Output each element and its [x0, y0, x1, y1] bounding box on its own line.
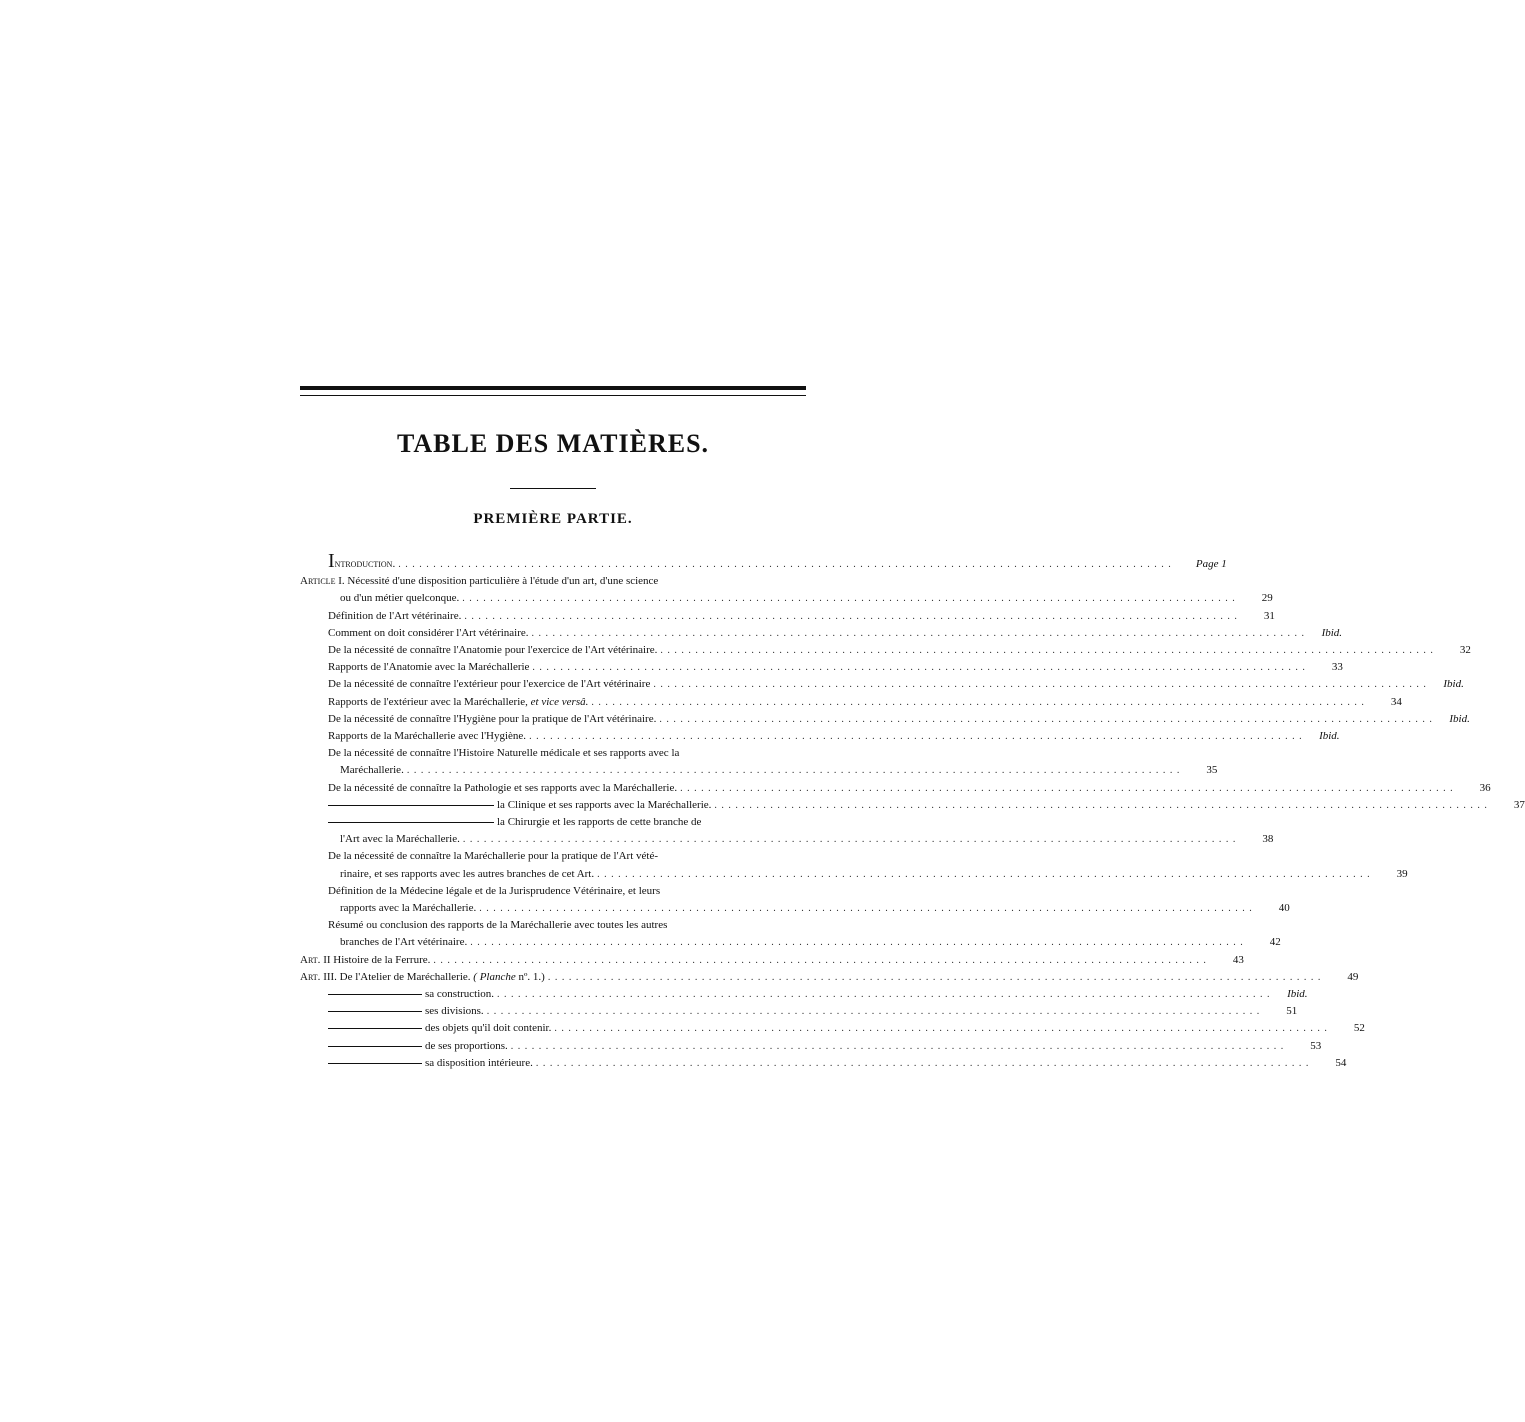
toc-entry-article-2[interactable]: [300, 952, 1244, 969]
entry-text: de ses proportions.: [425, 1039, 508, 1052]
toc-entry[interactable]: [300, 728, 1340, 745]
table-of-contents: [300, 550, 1525, 1072]
dot-leader: [532, 659, 1306, 676]
dot-leader: [464, 608, 1238, 625]
page-number: 38: [1262, 833, 1274, 846]
title-divider: [510, 488, 596, 489]
toc-entry-article-1-cont[interactable]: [300, 590, 1273, 607]
ditto-rule: [328, 805, 494, 806]
toc-entry[interactable]: [300, 1055, 1347, 1072]
dot-leader: [597, 866, 1371, 883]
part-heading: PREMIÈRE PARTIE.: [473, 511, 633, 527]
page-number: 33: [1331, 661, 1343, 674]
toc-entry-article-3[interactable]: [300, 969, 1359, 986]
toc-entry[interactable]: [300, 711, 1470, 728]
page-number: 29: [1261, 592, 1273, 605]
toc-entry-cont[interactable]: [300, 762, 1218, 779]
entry-text-cont: Maréchallerie.: [340, 764, 404, 777]
page-number: 49: [1347, 970, 1359, 983]
page-number: 53: [1310, 1039, 1322, 1052]
page-number: 32: [1459, 644, 1471, 657]
toc-entry[interactable]: [300, 659, 1343, 676]
entry-text: Définition de l'Art vétérinaire.: [328, 609, 462, 622]
dot-leader: [462, 590, 1236, 607]
dot-leader: [497, 986, 1271, 1003]
toc-entry[interactable]: [300, 780, 1491, 797]
entry-text-italic: ( Planche: [473, 970, 516, 983]
entry-text: Résumé ou conclusion des rapports de la Maréchallerie avec toutes les autres: [328, 919, 668, 932]
page-number: 39: [1396, 867, 1408, 880]
page-number: Ibid.: [1443, 678, 1464, 691]
entry-text: la Chirurgie et les rapports de cette branche de: [497, 816, 702, 829]
article-label: Article: [300, 575, 336, 588]
toc-entry-introduction[interactable]: [300, 550, 1227, 573]
page-number: 31: [1263, 609, 1275, 622]
page-number: Ibid.: [1319, 730, 1340, 743]
entry-text: Définition de la Médecine légale et de la Jurisprudence Vétérinaire, et leurs: [328, 884, 661, 897]
dot-leader: [479, 900, 1253, 917]
dot-leader: [433, 952, 1207, 969]
toc-entry-cont[interactable]: [300, 934, 1281, 951]
toc-entry[interactable]: [300, 625, 1343, 642]
dot-leader: [536, 1055, 1310, 1072]
dot-leader: [548, 969, 1322, 986]
page-number: 35: [1206, 764, 1218, 777]
toc-entry[interactable]: [300, 848, 806, 865]
dot-leader: [511, 1038, 1285, 1055]
toc-entry[interactable]: [300, 797, 1525, 814]
toc-entry-cont[interactable]: [300, 866, 1408, 883]
dot-leader: [714, 797, 1488, 814]
entry-text: sa disposition intérieure.: [425, 1056, 533, 1069]
page-number: 40: [1278, 902, 1290, 915]
entry-text-cont: branches de l'Art vétérinaire.: [340, 936, 468, 949]
entry-text: II Histoire de la Ferrure.: [320, 953, 431, 966]
dot-leader: [532, 625, 1306, 642]
dot-leader: [398, 556, 1172, 573]
entry-text-rest: nº. 1.): [515, 970, 545, 983]
entry-text: De la nécessité de connaître la Maréchallerie pour la pratique de l'Art vété-: [328, 850, 658, 863]
toc-entry[interactable]: [300, 1003, 1298, 1020]
entry-text: des objets qu'il doit contenir.: [425, 1022, 552, 1035]
dot-leader: [463, 831, 1237, 848]
entry-text-cont: rinaire, et ses rapports avec les autres branches de cet Art.: [340, 867, 595, 880]
page-number: Ibid.: [1449, 712, 1470, 725]
toc-entry[interactable]: [300, 986, 1308, 1003]
entry-text: Rapports de l'extérieur avec la Maréchallerie,: [328, 695, 528, 708]
page-number: Page 1: [1195, 558, 1227, 570]
entry-text-cont: rapports avec la Maréchallerie.: [340, 902, 477, 915]
ditto-rule: [328, 1046, 422, 1047]
toc-entry-cont[interactable]: [300, 900, 1290, 917]
entry-text: ntroduction: [334, 558, 393, 570]
entry-text: De la nécessité de connaître la Pathologie et ses rapports avec la Maréchallerie.: [328, 781, 678, 794]
dot-leader: [470, 934, 1244, 951]
toc-page: [300, 386, 1525, 1072]
toc-entry[interactable]: [300, 608, 1275, 625]
ditto-rule: [328, 822, 494, 823]
toc-entry[interactable]: [300, 917, 806, 934]
entry-text-cont: ou d'un métier quelconque.: [340, 592, 460, 605]
entry-text: sa construction.: [425, 988, 495, 1001]
ditto-rule: [328, 1011, 422, 1012]
top-double-rule: [300, 386, 806, 396]
entry-text: III. De l'Atelier de Maréchallerie.: [320, 970, 471, 983]
toc-entry[interactable]: [300, 676, 1464, 693]
entry-text: la Clinique et ses rapports avec la Maréchallerie.: [497, 798, 712, 811]
page-number: 43: [1232, 953, 1244, 966]
dot-leader: [660, 642, 1434, 659]
toc-entry[interactable]: [300, 642, 1471, 659]
dot-leader: [653, 676, 1427, 693]
article-label: Art.: [300, 953, 321, 966]
entry-text: De la nécessité de connaître l'Anatomie pour l'exercice de l'Art vétérinaire.: [328, 644, 658, 657]
toc-entry-article-1[interactable]: [300, 573, 806, 590]
article-label: Art.: [300, 970, 321, 983]
page-number: 42: [1269, 936, 1281, 949]
ditto-rule: [328, 994, 422, 995]
page-number: Ibid.: [1321, 626, 1343, 639]
entry-text-italic: et vice versâ.: [530, 695, 589, 708]
page-number: 37: [1513, 798, 1525, 811]
dot-leader: [407, 762, 1181, 779]
page-number: 54: [1335, 1056, 1347, 1069]
ditto-rule: [328, 1063, 422, 1064]
toc-entry[interactable]: [300, 745, 806, 762]
page-number: 51: [1286, 1005, 1298, 1018]
entry-text: Rapports de la Maréchallerie avec l'Hygiène.: [328, 730, 527, 743]
page-number: 34: [1390, 695, 1402, 708]
page-number: Ibid.: [1287, 988, 1308, 1001]
dot-leader: [487, 1003, 1261, 1020]
ditto-rule: [328, 1028, 422, 1029]
toc-entry[interactable]: [300, 1038, 1322, 1055]
page-number: 52: [1353, 1022, 1365, 1035]
entry-text-cont: l'Art avec la Maréchallerie.: [340, 833, 460, 846]
entry-text: ses divisions.: [425, 1005, 484, 1018]
dot-leader: [659, 711, 1433, 728]
dot-leader: [529, 728, 1303, 745]
entry-text-dot: .: [392, 558, 396, 570]
entry-text: De la nécessité de connaître l'extérieur pour l'exercice de l'Art vétérinaire: [328, 678, 651, 691]
toc-entry-cont[interactable]: [300, 831, 1274, 848]
entry-text: Comment on doit considérer l'Art vétérinaire.: [328, 626, 529, 639]
dot-leader: [554, 1020, 1328, 1037]
toc-entry[interactable]: [300, 883, 806, 900]
entry-text: Rapports de l'Anatomie avec la Maréchallerie: [328, 661, 530, 674]
toc-entry[interactable]: [300, 694, 1402, 711]
entry-text: De la nécessité de connaître l'Histoire Naturelle médicale et ses rapports avec la: [328, 747, 680, 760]
dot-leader: [680, 780, 1454, 797]
page-number: 36: [1479, 781, 1491, 794]
page-title: TABLE DES MATIÈRES.: [396, 429, 710, 458]
drop-initial: I: [328, 550, 335, 572]
entry-text: I. Nécessité d'une disposition particulière à l'étude d'un art, d'une science: [335, 575, 659, 588]
toc-entry[interactable]: [300, 1020, 1365, 1037]
toc-entry[interactable]: [300, 814, 806, 831]
dot-leader: [591, 694, 1365, 711]
entry-text: De la nécessité de connaître l'Hygiène pour la pratique de l'Art vétérinaire.: [328, 712, 657, 725]
